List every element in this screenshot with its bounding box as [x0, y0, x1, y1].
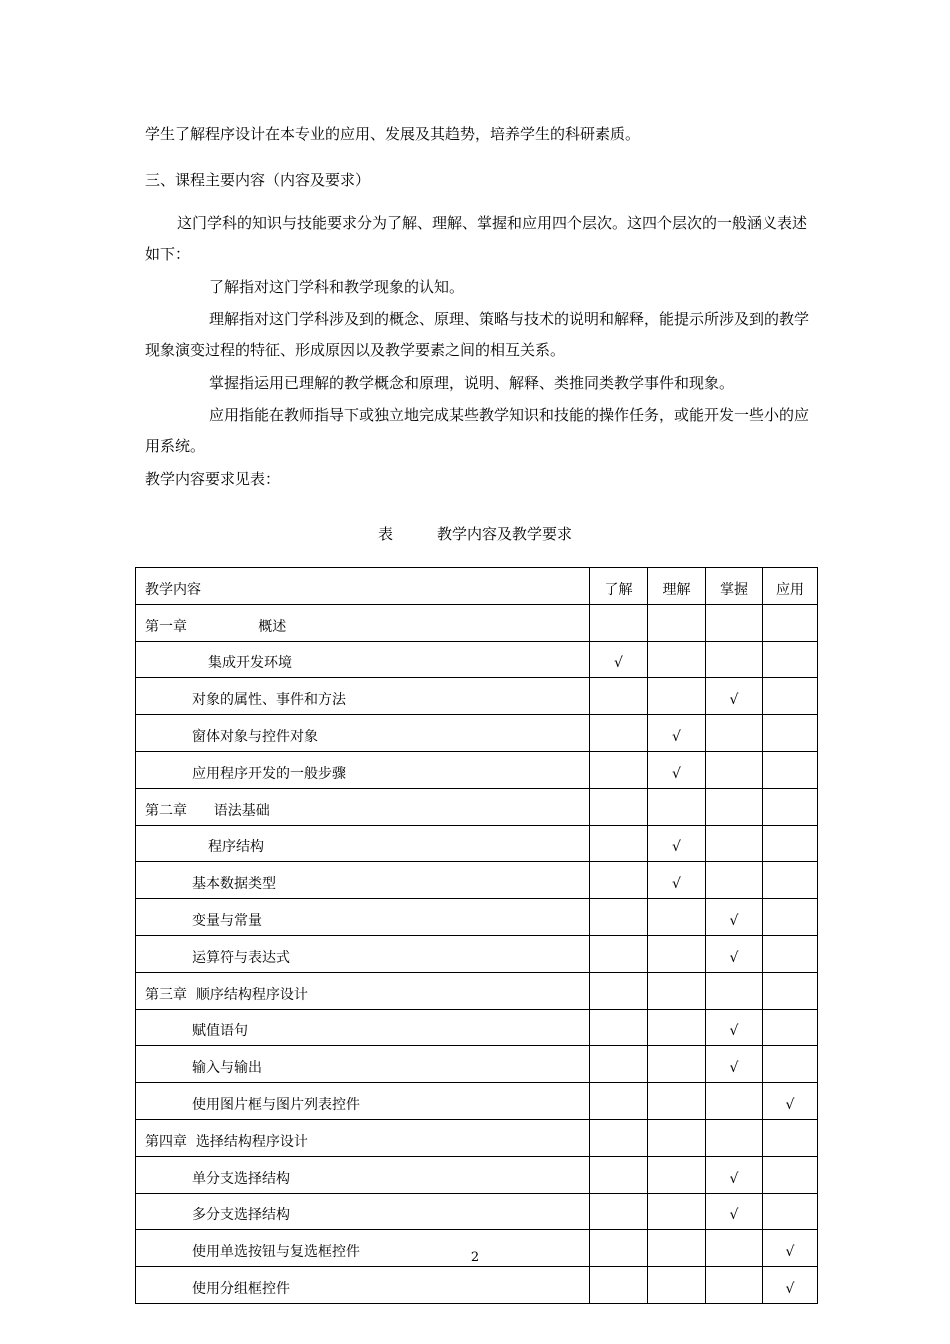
topic-row — [136, 641, 818, 678]
check-mark — [763, 641, 818, 678]
check-mark: √ — [706, 678, 763, 715]
definition-master — [145, 368, 810, 399]
caption-label: 表 — [377, 525, 393, 543]
chapter-row — [136, 1119, 818, 1156]
check-mark: √ — [706, 1009, 763, 1046]
check-mark — [590, 1119, 648, 1156]
check-mark — [590, 1009, 648, 1046]
check-mark — [648, 678, 706, 715]
table-caption — [0, 520, 950, 548]
topic-row — [136, 1156, 818, 1193]
header-level-understand: 理解 — [648, 568, 706, 605]
check-mark — [590, 1083, 648, 1120]
check-mark — [590, 825, 648, 862]
check-mark — [706, 751, 763, 788]
check-mark — [590, 862, 648, 899]
check-mark: √ — [648, 751, 706, 788]
check-mark — [706, 972, 763, 1009]
check-mark — [648, 1193, 706, 1230]
check-mark — [763, 1156, 818, 1193]
table-intro: 教学内容要求见表： — [145, 470, 281, 488]
topic-row — [136, 1083, 818, 1120]
topic-row — [136, 715, 818, 752]
check-mark — [763, 1119, 818, 1156]
check-mark — [706, 1119, 763, 1156]
intro-paragraph: 这门学科的知识与技能要求分为了解、理解、掌握和应用四个层次。这四个层次的一般涵义表述如下： — [145, 214, 808, 263]
check-mark — [706, 641, 763, 678]
chapter-row — [136, 972, 818, 1009]
check-mark — [763, 678, 818, 715]
check-mark — [648, 1009, 706, 1046]
check-mark — [648, 1156, 706, 1193]
definition-text: 指能在教师指导下或独立地完成某些教学知识和技能的操作任务，或能开发一些小的应用系统。 — [145, 406, 810, 455]
topic-row — [136, 1009, 818, 1046]
row-content: 使用分组框控件 — [136, 1267, 590, 1304]
check-mark — [706, 604, 763, 641]
topic-row — [136, 935, 818, 972]
header-content: 教学内容 — [136, 568, 590, 605]
section-heading: 三、课程主要内容（内容及要求） — [145, 171, 371, 189]
check-mark — [706, 788, 763, 825]
check-mark — [763, 1046, 818, 1083]
check-mark — [763, 862, 818, 899]
header-level-know: 了解 — [590, 568, 648, 605]
check-mark — [706, 825, 763, 862]
check-mark — [590, 788, 648, 825]
caption-title: 教学内容及教学要求 — [437, 525, 573, 543]
row-content: 运算符与表达式 — [136, 935, 590, 972]
topic-row — [136, 825, 818, 862]
row-content: 程序结构 — [136, 825, 590, 862]
check-mark — [590, 899, 648, 936]
definition-term: 了解 — [209, 278, 240, 296]
header-level-apply: 应用 — [763, 568, 818, 605]
row-content: 变量与常量 — [136, 899, 590, 936]
check-mark: √ — [706, 1046, 763, 1083]
check-mark — [648, 641, 706, 678]
check-mark: √ — [706, 1156, 763, 1193]
chapter-row — [136, 604, 818, 641]
topic-row — [136, 899, 818, 936]
check-mark — [648, 1083, 706, 1120]
check-mark — [648, 1046, 706, 1083]
row-content: 第三章 顺序结构程序设计 — [136, 972, 590, 1009]
paragraph-continuation: 学生了解程序设计在本专业的应用、发展及其趋势，培养学生的科研素质。 — [145, 125, 641, 143]
definition-text: 指运用已理解的教学概念和原理，说明、解释、类推同类教学事件和现象。 — [239, 374, 735, 392]
check-mark — [648, 935, 706, 972]
check-mark: √ — [648, 825, 706, 862]
topic-row — [136, 678, 818, 715]
row-content: 输入与输出 — [136, 1046, 590, 1083]
check-mark — [590, 715, 648, 752]
check-mark: √ — [706, 1193, 763, 1230]
definition-term: 应用 — [209, 406, 240, 424]
check-mark — [648, 972, 706, 1009]
check-mark: √ — [763, 1083, 818, 1120]
check-mark — [648, 1119, 706, 1156]
definition-term: 掌握 — [209, 374, 240, 392]
definition-term: 理解 — [209, 310, 240, 328]
row-content: 应用程序开发的一般步骤 — [136, 751, 590, 788]
check-mark — [590, 678, 648, 715]
row-content: 基本数据类型 — [136, 862, 590, 899]
check-mark — [763, 751, 818, 788]
row-content: 集成开发环境 — [136, 641, 590, 678]
topic-row — [136, 1046, 818, 1083]
topic-row — [136, 1193, 818, 1230]
check-mark — [648, 1267, 706, 1304]
check-mark — [590, 604, 648, 641]
table-header-row — [136, 568, 818, 605]
row-content: 赋值语句 — [136, 1009, 590, 1046]
check-mark — [706, 1083, 763, 1120]
check-mark — [590, 751, 648, 788]
content-requirements-table — [135, 567, 818, 1304]
check-mark — [590, 972, 648, 1009]
definition-apply — [145, 400, 810, 462]
check-mark — [763, 825, 818, 862]
header-level-master: 掌握 — [706, 568, 763, 605]
definition-text: 指对这门学科和教学现象的认知。 — [239, 278, 465, 296]
check-mark — [706, 862, 763, 899]
topic-row — [136, 751, 818, 788]
check-mark: √ — [648, 715, 706, 752]
check-mark — [763, 972, 818, 1009]
check-mark — [590, 935, 648, 972]
definition-text: 指对这门学科涉及到的概念、原理、策略与技术的说明和解释，能提示所涉及到的教学现象演变过程的特征、形成原因以及教学要素之间的相互关系。 — [145, 310, 810, 359]
row-content: 第二章 语法基础 — [136, 788, 590, 825]
check-mark — [763, 788, 818, 825]
check-mark — [763, 899, 818, 936]
check-mark: √ — [590, 641, 648, 678]
check-mark — [763, 935, 818, 972]
page-number: 2 — [470, 1250, 480, 1265]
check-mark — [648, 604, 706, 641]
check-mark: √ — [706, 899, 763, 936]
row-content: 使用图片框与图片列表控件 — [136, 1083, 590, 1120]
row-content: 对象的属性、事件和方法 — [136, 678, 590, 715]
check-mark — [648, 899, 706, 936]
check-mark: √ — [763, 1230, 818, 1267]
row-content: 使用单选按钮与复选框控件 — [136, 1230, 590, 1267]
row-content: 第一章 概述 — [136, 604, 590, 641]
check-mark — [648, 788, 706, 825]
definition-understand-basic — [145, 272, 810, 303]
check-mark — [763, 715, 818, 752]
check-mark — [590, 1267, 648, 1304]
row-content: 第四章 选择结构程序设计 — [136, 1119, 590, 1156]
row-content: 单分支选择结构 — [136, 1156, 590, 1193]
check-mark — [763, 1193, 818, 1230]
row-content: 多分支选择结构 — [136, 1193, 590, 1230]
topic-row — [136, 1267, 818, 1304]
check-mark: √ — [648, 862, 706, 899]
row-content: 窗体对象与控件对象 — [136, 715, 590, 752]
check-mark — [763, 1009, 818, 1046]
check-mark: √ — [763, 1267, 818, 1304]
check-mark — [706, 1267, 763, 1304]
check-mark — [590, 1193, 648, 1230]
check-mark — [706, 715, 763, 752]
check-mark: √ — [706, 935, 763, 972]
topic-row — [136, 862, 818, 899]
check-mark — [763, 604, 818, 641]
definition-comprehend — [145, 304, 810, 366]
check-mark — [590, 1156, 648, 1193]
check-mark — [590, 1046, 648, 1083]
chapter-row — [136, 788, 818, 825]
